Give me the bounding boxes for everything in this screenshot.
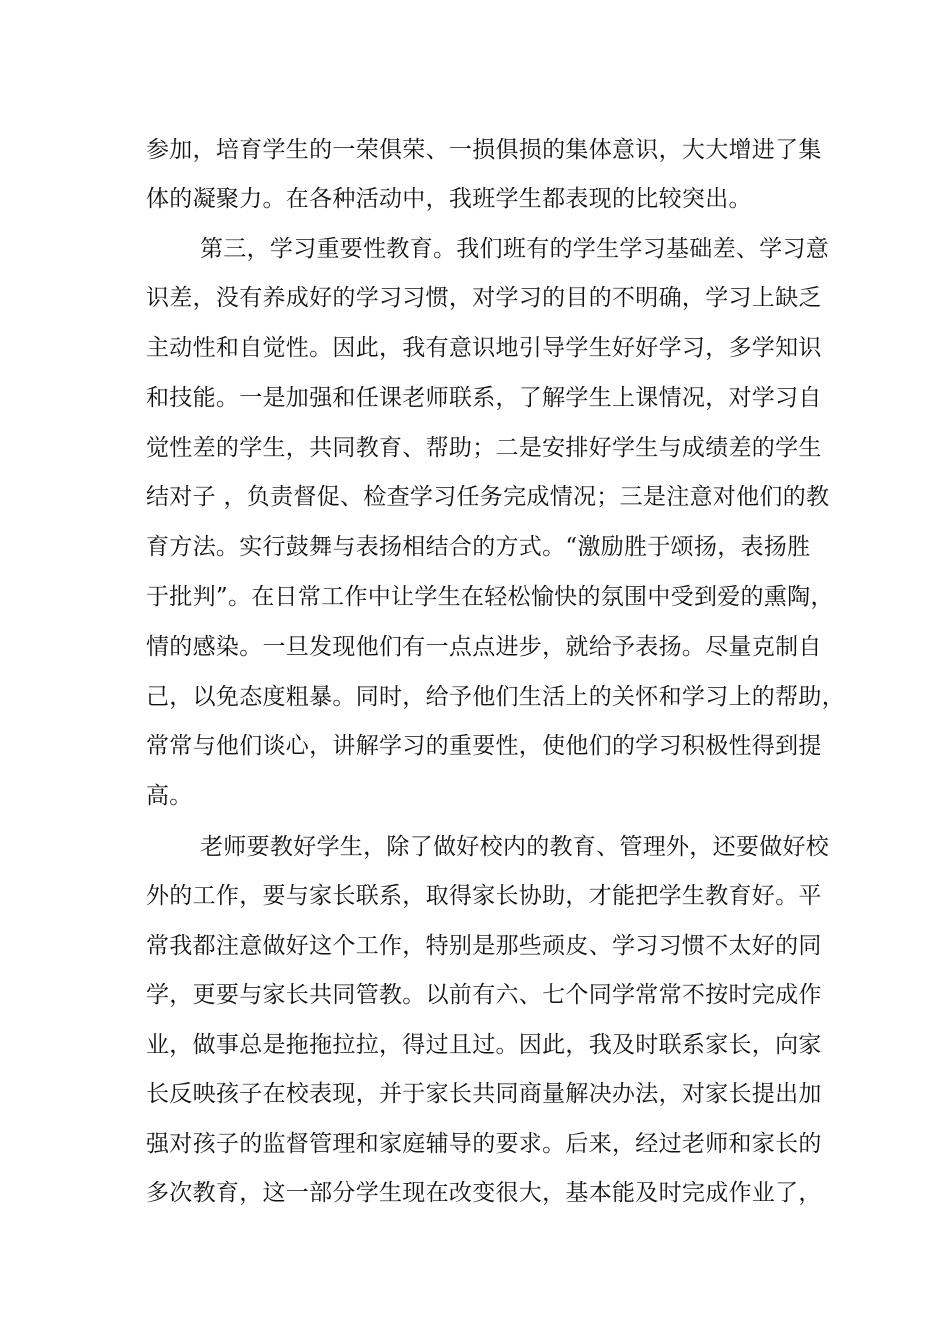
text-line: 于批判”。在日常工作中让学生在轻松愉快的氛围中受到爱的熏陶， bbox=[146, 584, 834, 610]
text-line: 长反映孩子在校表现，并于家长共同商量解决办法，对家长提出加 bbox=[146, 1081, 822, 1107]
text-line: 育方法。实行鼓舞与表扬相结合的方式。“激励胜于颂扬，表扬胜 bbox=[146, 534, 811, 560]
text-line: 业，做事总是拖拖拉拉，得过且过。因此，我及时联系家长，向家 bbox=[146, 1032, 822, 1058]
text-line: 外的工作，要与家长联系，取得家长协助，才能把学生教育好。平 bbox=[146, 883, 822, 909]
text-line: 体的凝聚力。在各种活动中，我班学生都表现的比较突出。 bbox=[146, 186, 752, 212]
text-line: 高。 bbox=[146, 783, 193, 809]
text-line: 常常与他们谈心，讲解学习的重要性，使他们的学习积极性得到提 bbox=[146, 733, 822, 759]
text-line: 常我都注意做好这个工作，特别是那些顽皮、学习习惯不太好的同 bbox=[146, 933, 822, 959]
text-line: 觉性差的学生，共同教育、帮助；二是安排好学生与成绩差的学生 bbox=[146, 435, 822, 461]
text-line: 多次教育，这一部分学生现在改变很大，基本能及时完成作业了， bbox=[146, 1180, 822, 1206]
paragraph-start-line: 第三，学习重要性教育。我们班有的学生学习基础差、学习意 bbox=[200, 236, 830, 262]
text-line: 学，更要与家长共同管教。以前有六、七个同学常常不按时完成作 bbox=[146, 982, 822, 1008]
text-line: 情的感染。一旦发现他们有一点点进步，就给予表扬。尽量克制自 bbox=[146, 634, 822, 660]
text-line: 识差，没有养成好的学习习惯，对学习的目的不明确，学习上缺乏 bbox=[146, 285, 822, 311]
text-line: 和技能。一是加强和任课老师联系，了解学生上课情况，对学习自 bbox=[146, 385, 822, 411]
text-line: 己，以免态度粗暴。同时，给予他们生活上的关怀和学习上的帮助， bbox=[146, 684, 845, 710]
text-line: 强对孩子的监督管理和家庭辅导的要求。后来，经过老师和家长的 bbox=[146, 1131, 822, 1157]
text-line: 参加，培育学生的一荣俱荣、一损俱损的集体意识，大大增进了集 bbox=[146, 137, 822, 163]
text-line: 结对子 ，负责督促、检查学习任务完成情况；三是注意对他们的教 bbox=[146, 484, 830, 510]
text-line: 主动性和自觉性。因此，我有意识地引导学生好好学习，多学知识 bbox=[146, 335, 822, 361]
paragraph-start-line: 老师要教好学生，除了做好校内的教育、管理外，还要做好校 bbox=[200, 834, 830, 860]
